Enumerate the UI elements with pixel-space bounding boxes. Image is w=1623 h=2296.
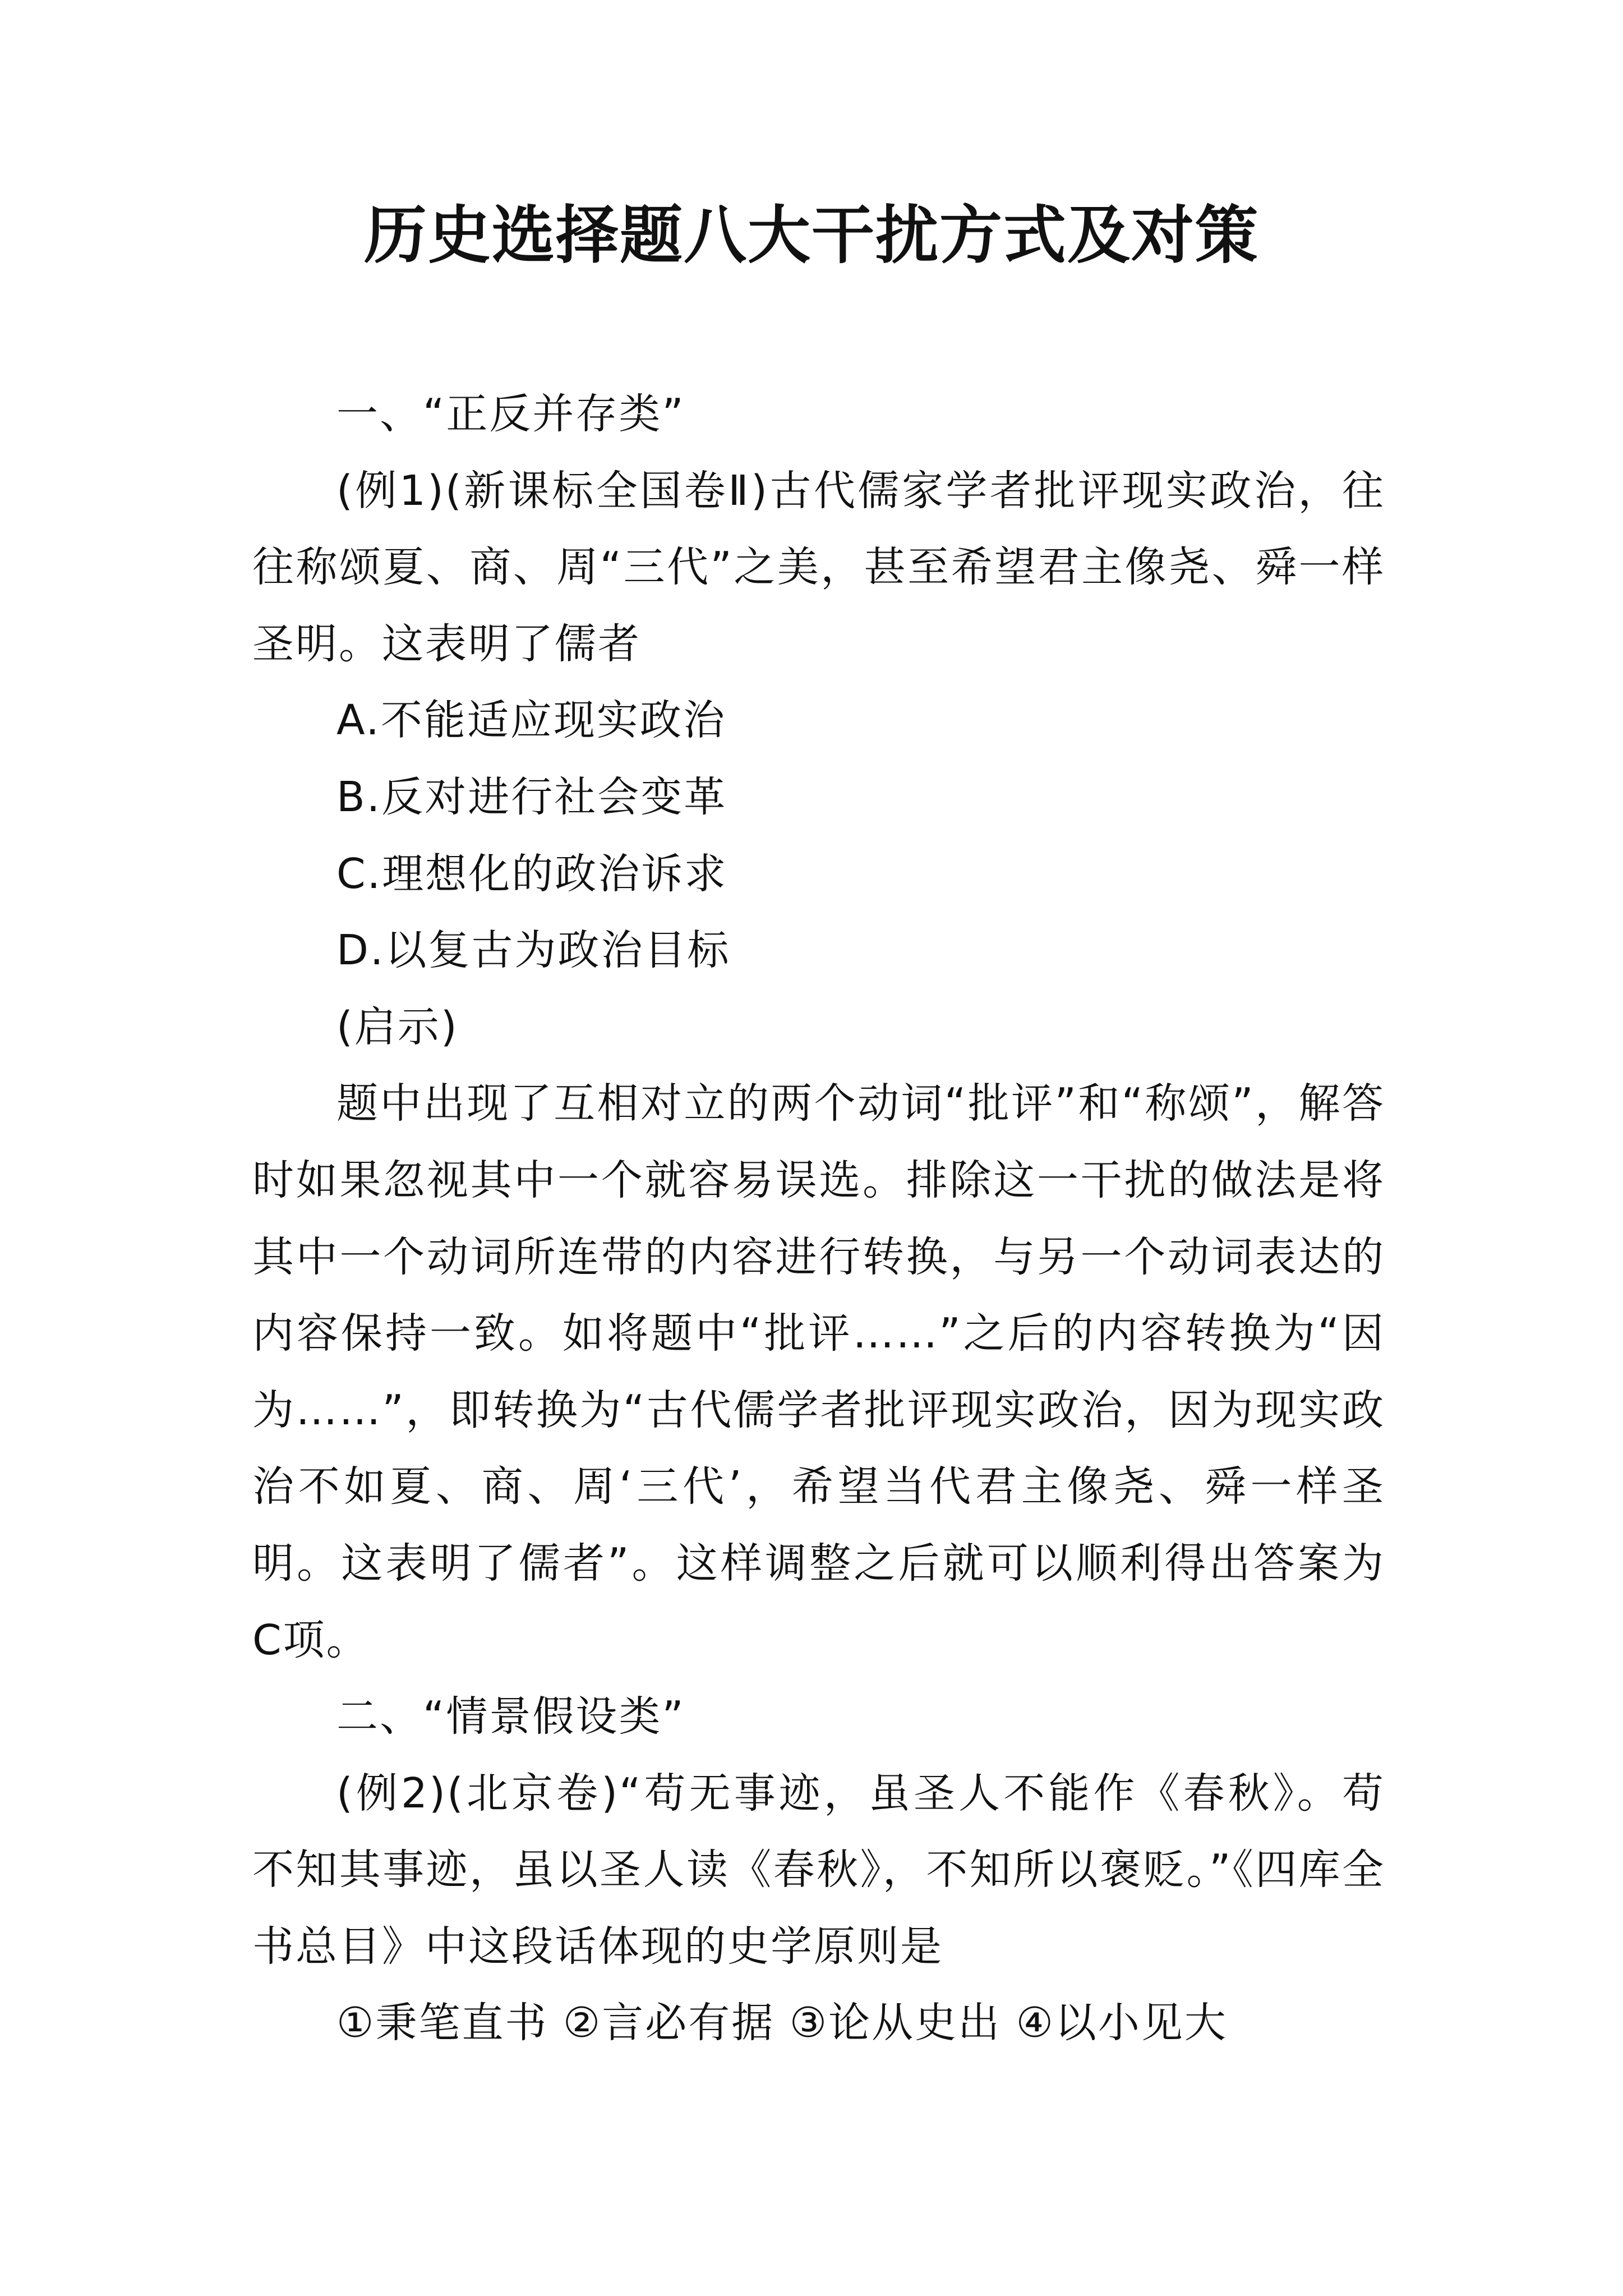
document-title: 历史选择题八大干扰方式及对策 [364,199,1259,272]
section-heading-2: 二、“情景假设类” [336,1692,685,1741]
example-2-choices: ①秉笔直书 ②言必有据 ③论从史出 ④以小见大 [336,1999,1228,2047]
example-2-question: (例2)(北京卷)“苟无事迹，虽圣人不能作《春秋》。苟不知其事迹，虽以圣人读《春秋》，不知所以褒贬。”《四库全书总目》中这段话体现的史学原则是 [252,1769,1385,1971]
hint-paragraph: 题中出现了互相对立的两个动词“批评”和“称颂”，解答时如果忽视其中一个就容易误选。排除这一干扰的做法是将其中一个动词所连带的内容进行转换，与另一个动词表达的内容保持一致。如将题中“批评……”之后的内容转换为“因为……”，即转换为“古代儒学者批评现实政治，因为现实政治不如夏、商、周‘三代’，希望当代君主像尧、舜一样圣明。这表明了儒者”。这样调整之后就可以顺利得出答案为C项。 [252,1079,1385,1664]
option-a: A.不能适应现实政治 [336,696,726,745]
example-1-question: (例1)(新课标全国卷Ⅱ)古代儒家学者批评现实政治，往往称颂夏、商、周“三代”之美，甚至希望君主像尧、舜一样圣明。这表明了儒者 [252,466,1385,668]
document-body [252,376,1385,2062]
option-b: B.反对进行社会变革 [336,772,727,821]
option-d: D.以复古为政治目标 [336,926,731,975]
hint-heading: (启示) [336,1002,459,1051]
option-c: C.理想化的政治诉求 [336,849,728,898]
section-heading-1: 一、“正反并存类” [336,390,685,438]
